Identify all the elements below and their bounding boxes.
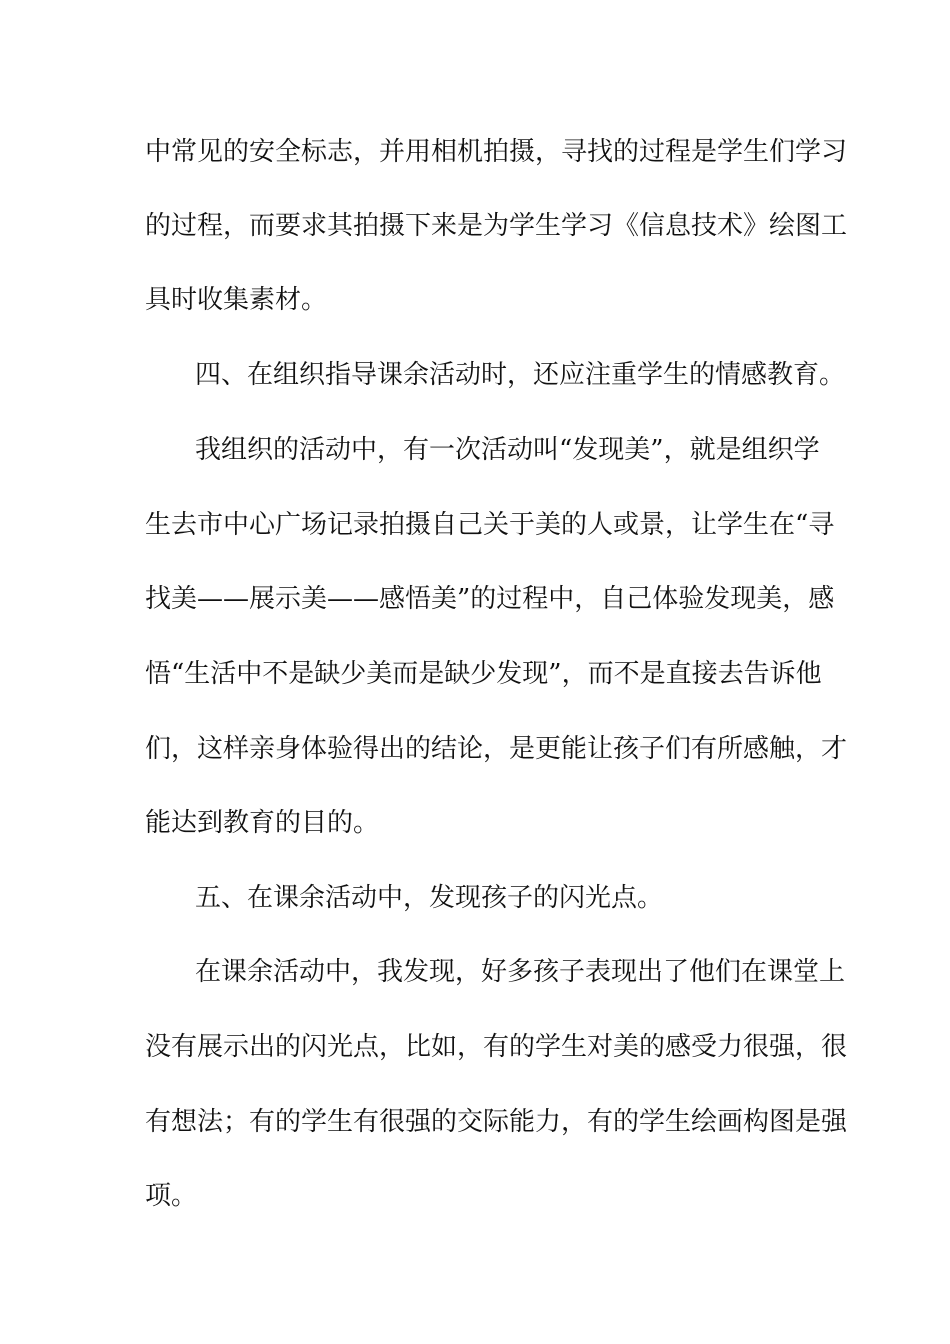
paragraph-line: 在课余活动中，我发现，好多孩子表现出了他们在课堂上 [195, 957, 846, 987]
paragraph-line: 能达到教育的目的。 [145, 808, 380, 838]
paragraph-line: 悟“生活中不是缺少美而是缺少发现”，而不是直接去告诉他 [145, 659, 822, 689]
paragraph-line: 我组织的活动中，有一次活动叫“发现美”，就是组织学 [195, 435, 820, 465]
paragraph-line: 中常见的安全标志，并用相机拍摄，寻找的过程是学生们学习 [145, 137, 848, 167]
paragraph-line: 项。 [145, 1181, 198, 1211]
paragraph-line: 没有展示出的闪光点，比如，有的学生对美的感受力很强，很 [145, 1032, 848, 1062]
paragraph-line: 找美——展示美——感悟美”的过程中，自己体验发现美，感 [145, 584, 835, 614]
paragraph-line: 具时收集素材。 [145, 285, 328, 315]
paragraph-line: 们，这样亲身体验得出的结论，是更能让孩子们有所感触，才 [145, 734, 848, 764]
section-heading: 五、在课余活动中，发现孩子的闪光点。 [195, 883, 664, 913]
paragraph-line: 的过程，而要求其拍摄下来是为学生学习《信息技术》绘图工 [145, 211, 848, 241]
section-heading: 四、在组织指导课余活动时，还应注重学生的情感教育。 [195, 360, 846, 390]
paragraph-line: 有想法；有的学生有很强的交际能力，有的学生绘画构图是强 [145, 1107, 848, 1137]
paragraph-line: 生去市中心广场记录拍摄自己关于美的人或景，让学生在“寻 [145, 510, 835, 540]
